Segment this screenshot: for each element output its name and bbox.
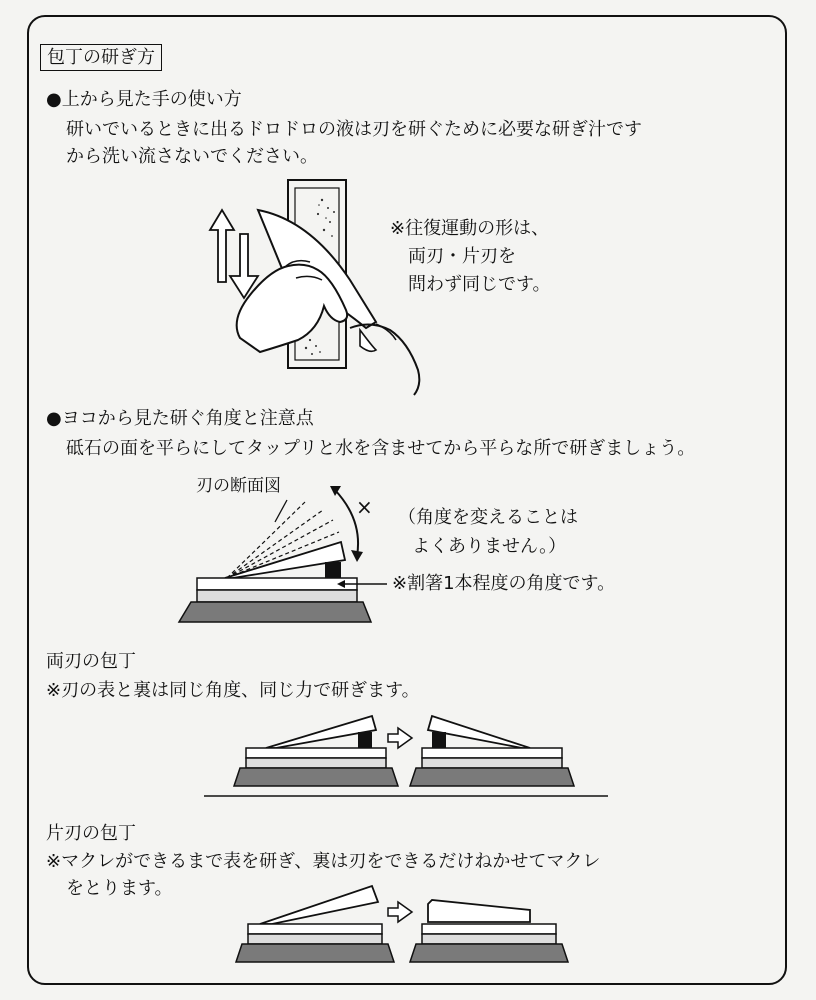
x-mark: × [356,495,373,519]
section1-body-line1: 研いでいるときに出るドロドロの液は刃を研ぐために必要な研ぎ汁です [66,119,642,140]
stone-middle [197,590,357,602]
section2-heading: ●ヨコから見た研ぐ角度と注意点 [46,408,314,429]
diagram-label: 刃の断面図 [196,476,281,496]
single-edge-diagram [200,880,620,970]
section1-note-line3: 問わず同じです。 [408,274,551,295]
section1-body-line2: から洗い流さないでください。 [66,146,318,167]
section1-heading: ●上から見た手の使い方 [46,89,242,110]
section4-note-line1: ※マクレができるまで表を研ぎ、裏は刃をできるだけねかせてマクレ [46,851,601,872]
right-arrow-icon [388,728,412,748]
top-view-illustration [200,170,460,400]
section1-note-line2: 両刃・片刃を [408,246,516,267]
page-title: 包丁の研ぎ方 [40,44,162,71]
section1-note-line1: ※往復運動の形は、 [390,218,550,239]
section4-note-line2: をとります。 [66,878,173,899]
warning-line2: よくありません。） [412,536,567,557]
warning-line1: （角度を変えることは [398,507,578,528]
stone-top [197,578,357,590]
right-arrow-icon [388,902,412,922]
angle-diagram [175,480,395,630]
down-arrow-icon [230,234,258,298]
section4-heading: 片刃の包丁 [46,823,136,844]
section3-note: ※刃の表と裏は同じ角度、同じ力で研ぎます。 [46,680,420,701]
stone-base [179,602,371,622]
section2-body: 砥石の面を平らにしてタップリと水を含ませてから平らな所で研ぎましょう。 [66,438,696,459]
double-edge-diagram [200,710,620,805]
angle-note: ※割箸1本程度の角度です。 [392,573,616,594]
section3-heading: 両刃の包丁 [46,651,136,672]
up-arrow-icon [210,210,234,282]
chopstick-block [325,562,341,578]
